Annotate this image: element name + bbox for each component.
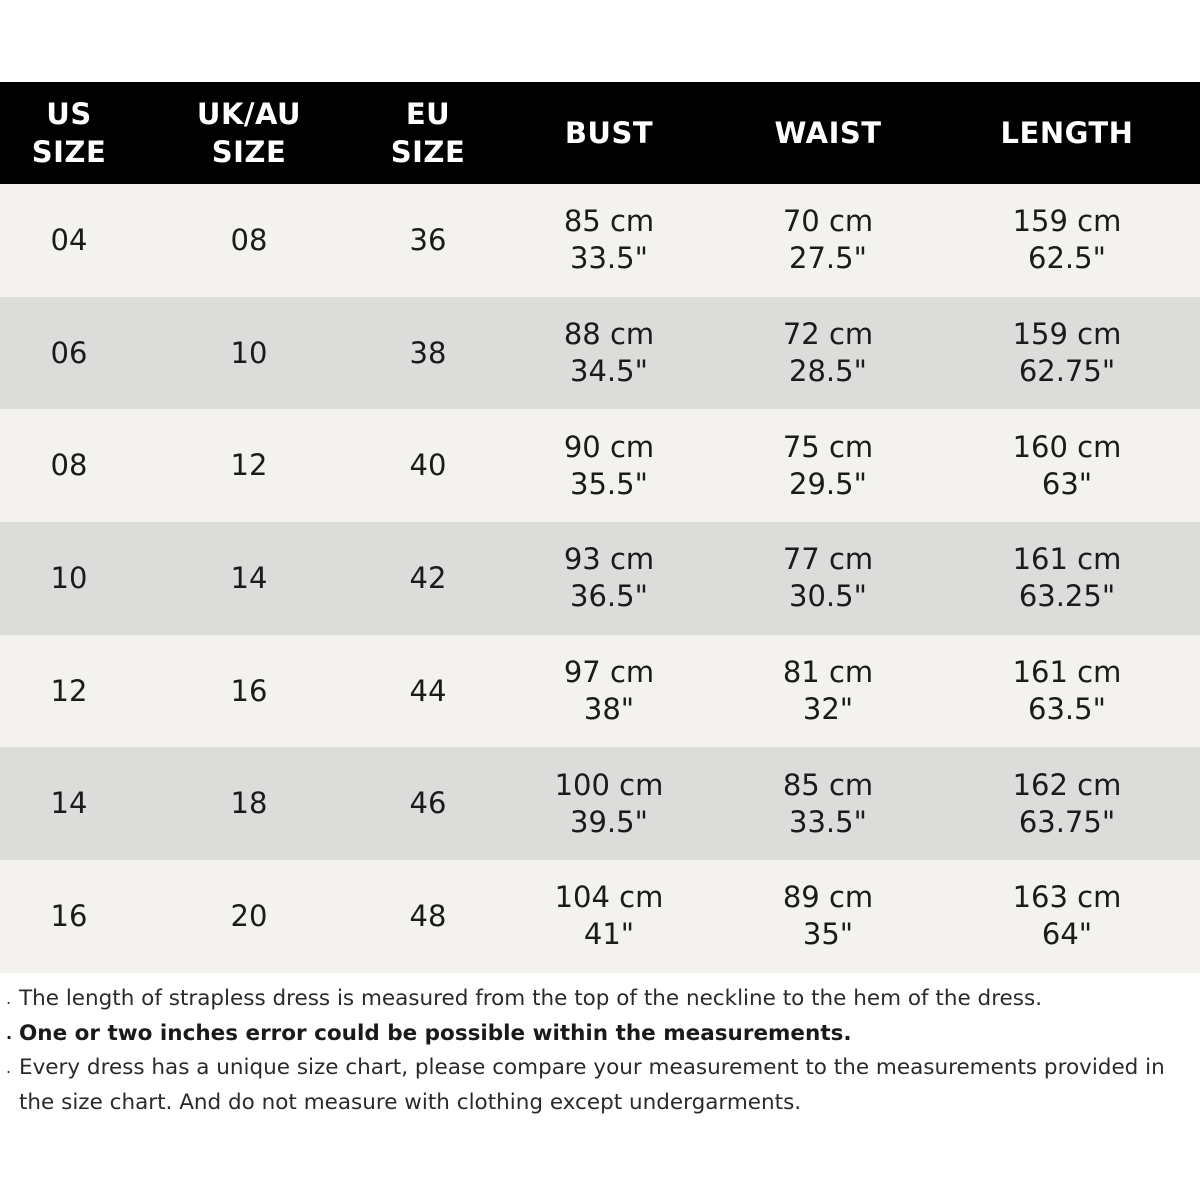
cell-waist <box>722 409 934 522</box>
table-row <box>0 184 1200 297</box>
cell-us-size: 10 <box>50 560 88 595</box>
bust-cm: 88 cm <box>563 317 655 352</box>
cell-eu-size: 48 <box>409 898 447 933</box>
cell-us-size: 16 <box>50 898 88 933</box>
cell-waist <box>722 860 934 973</box>
waist-cm: 75 cm <box>782 429 874 464</box>
table-row <box>0 297 1200 410</box>
cell-us-size: 04 <box>50 222 88 257</box>
cell-length <box>934 522 1200 635</box>
cell-length <box>934 860 1200 973</box>
cell-uk-au-size: 18 <box>230 786 268 821</box>
bust-cm: 85 cm <box>563 204 655 239</box>
table-row <box>0 635 1200 748</box>
note-text: One or two inches error could be possible within the measurements. <box>19 1020 852 1046</box>
cell-length <box>934 747 1200 860</box>
length-in: 63.25" <box>1018 579 1116 614</box>
cell-length <box>934 409 1200 522</box>
cell-eu-size: 40 <box>409 448 447 483</box>
header-length: LENGTH <box>1000 116 1134 150</box>
bullet-icon: . <box>6 1023 13 1043</box>
waist-in: 35" <box>802 917 854 952</box>
header-uk-au-size <box>138 82 360 184</box>
header-eu-size-line2: SIZE <box>390 135 466 169</box>
waist-cm: 85 cm <box>782 767 874 802</box>
bust-in: 34.5" <box>570 354 648 389</box>
waist-in: 32" <box>802 692 854 727</box>
cell-uk-au-size: 08 <box>230 222 268 257</box>
bust-in: 39.5" <box>570 804 648 839</box>
cell-bust <box>496 747 722 860</box>
length-in: 63.75" <box>1018 804 1116 839</box>
cell-us-size: 06 <box>50 335 88 370</box>
table-row <box>0 409 1200 522</box>
length-in: 62.75" <box>1018 354 1116 389</box>
length-cm: 161 cm <box>1012 655 1122 690</box>
header-uk-au-size-line2: SIZE <box>211 135 287 169</box>
table-row <box>0 522 1200 635</box>
cell-waist <box>722 635 934 748</box>
bust-in: 33.5" <box>570 241 648 276</box>
bust-in: 41" <box>583 917 635 952</box>
length-cm: 162 cm <box>1012 767 1122 802</box>
note-text: Every dress has a unique size chart, please compare your measurement to the measurements provided in the size chart. And do not measure with clothing except undergarments. <box>19 1055 1165 1115</box>
cell-uk-au-size: 12 <box>230 448 268 483</box>
bust-cm: 97 cm <box>563 655 655 690</box>
length-cm: 160 cm <box>1012 429 1122 464</box>
table-row <box>0 747 1200 860</box>
header-eu-size-line1: EU <box>405 97 451 131</box>
header-us-size-line1: US <box>46 97 92 131</box>
waist-cm: 89 cm <box>782 880 874 915</box>
waist-cm: 81 cm <box>782 655 874 690</box>
waist-in: 30.5" <box>789 579 867 614</box>
note-text: The length of strapless dress is measured from the top of the neckline to the hem of the dress. <box>19 986 1043 1011</box>
bust-cm: 90 cm <box>563 429 655 464</box>
cell-eu-size: 38 <box>409 335 447 370</box>
cell-bust <box>496 184 722 297</box>
cell-uk-au-size: 14 <box>230 560 268 595</box>
cell-bust <box>496 860 722 973</box>
bust-in: 35.5" <box>570 466 648 501</box>
waist-cm: 72 cm <box>782 317 874 352</box>
length-cm: 159 cm <box>1012 204 1122 239</box>
header-us-size <box>0 82 138 184</box>
cell-bust <box>496 635 722 748</box>
bullet-icon: . <box>6 989 12 1008</box>
cell-waist <box>722 297 934 410</box>
bust-cm: 104 cm <box>554 880 664 915</box>
waist-in: 29.5" <box>789 466 867 501</box>
bust-in: 38" <box>583 692 635 727</box>
cell-us-size: 12 <box>50 673 88 708</box>
cell-us-size: 14 <box>50 786 88 821</box>
length-in: 63.5" <box>1028 692 1106 727</box>
length-in: 62.5" <box>1028 241 1106 276</box>
length-cm: 161 cm <box>1012 542 1122 577</box>
header-us-size-line2: SIZE <box>31 135 107 169</box>
cell-bust <box>496 522 722 635</box>
length-cm: 163 cm <box>1012 880 1122 915</box>
cell-uk-au-size: 10 <box>230 335 268 370</box>
table-row <box>0 860 1200 973</box>
note-item <box>4 1051 1184 1120</box>
cell-length <box>934 184 1200 297</box>
header-waist: WAIST <box>774 116 882 150</box>
cell-us-size: 08 <box>50 448 88 483</box>
cell-bust <box>496 409 722 522</box>
cell-eu-size: 36 <box>409 222 447 257</box>
length-in: 64" <box>1041 917 1093 952</box>
header-uk-au-size-line1: UK/AU <box>196 97 302 131</box>
length-in: 63" <box>1041 466 1093 501</box>
bust-in: 36.5" <box>570 579 648 614</box>
waist-cm: 70 cm <box>782 204 874 239</box>
cell-uk-au-size: 16 <box>230 673 268 708</box>
cell-length <box>934 297 1200 410</box>
bust-cm: 100 cm <box>554 767 664 802</box>
header-bust: BUST <box>564 116 654 150</box>
cell-waist <box>722 522 934 635</box>
waist-in: 33.5" <box>789 804 867 839</box>
length-cm: 159 cm <box>1012 317 1122 352</box>
cell-waist <box>722 184 934 297</box>
cell-eu-size: 46 <box>409 786 447 821</box>
note-item <box>4 982 1184 1017</box>
cell-bust <box>496 297 722 410</box>
measurement-notes <box>4 982 1184 1120</box>
header-row <box>0 82 1200 184</box>
waist-cm: 77 cm <box>782 542 874 577</box>
waist-in: 27.5" <box>789 241 867 276</box>
cell-eu-size: 42 <box>409 560 447 595</box>
size-chart-table <box>0 82 1200 973</box>
cell-waist <box>722 747 934 860</box>
bullet-icon: . <box>6 1058 12 1077</box>
header-eu-size <box>360 82 496 184</box>
bust-cm: 93 cm <box>563 542 655 577</box>
cell-eu-size: 44 <box>409 673 447 708</box>
cell-uk-au-size: 20 <box>230 898 268 933</box>
waist-in: 28.5" <box>789 354 867 389</box>
cell-length <box>934 635 1200 748</box>
note-item <box>4 1017 1184 1052</box>
